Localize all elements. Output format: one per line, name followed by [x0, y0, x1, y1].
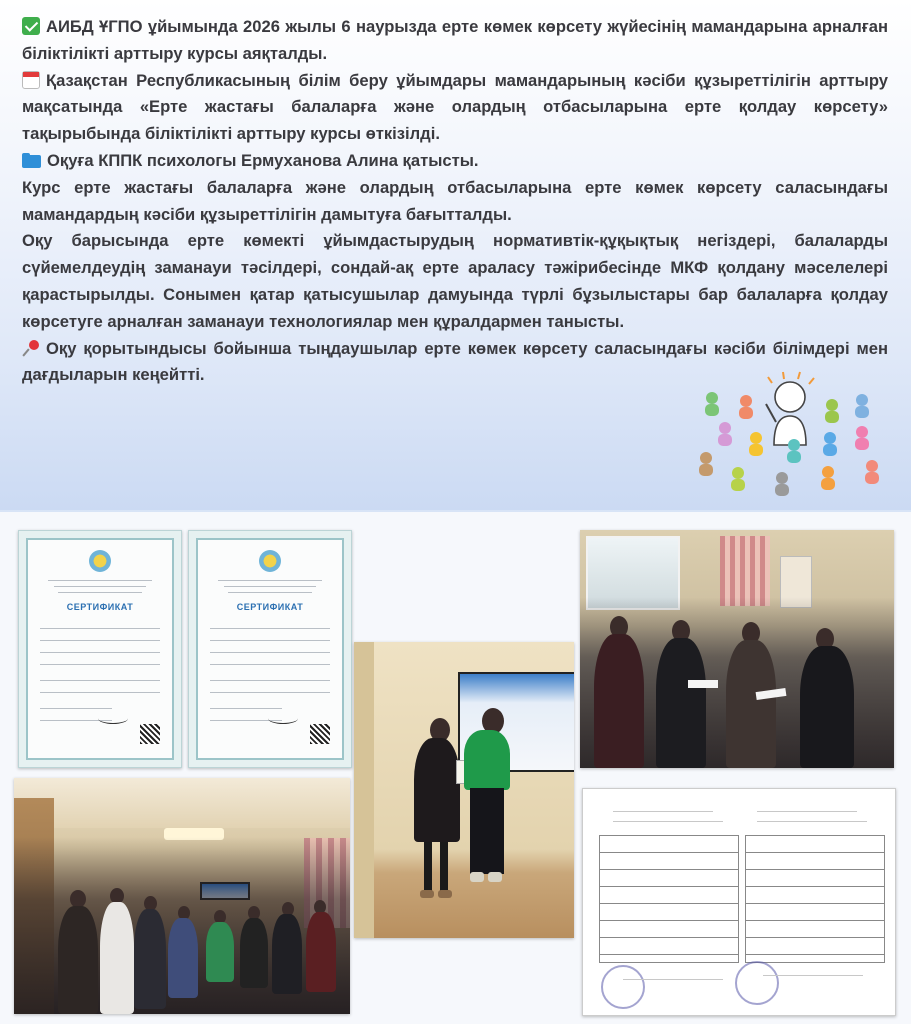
certificate-title: СЕРТИФИКАТ — [236, 602, 304, 612]
classroom-photo — [580, 530, 894, 768]
post-text-panel — [0, 0, 911, 510]
certificate-title: СЕРТИФИКАТ — [66, 602, 134, 612]
post-text — [22, 14, 888, 389]
certificate-photo-left — [18, 530, 182, 768]
stamp — [601, 965, 645, 1009]
group-photo — [14, 778, 350, 1014]
paragraph-course-completed: АИБД ҰГПО ұйымында 2026 жылы 6 наурызда ерте көмек көрсету жүйесінің мамандарына арналған біліктілікті арттыру курсы аяқталды. — [22, 17, 888, 63]
people-group-illustration — [690, 370, 890, 505]
speaker-figure — [766, 372, 814, 445]
paragraph-course-topic: Қазақстан Республикасының білім беру ұйымдары мамандарының кәсіби құзыреттілігін арттыру мақсатында «Ерте жастағы балаларға және олардың отбасыларына ерте қолдау көрсету» тақырыбында біліктілікті арттыру курсы өткізілді. — [22, 70, 888, 144]
paragraph-course-result: Оқу қорытындысы бойынша тыңдаушылар ерте көмек көрсету саласындағы кәсіби білімдері мен дағдыларын кеңейтті. — [22, 338, 888, 385]
pushpin-icon — [22, 339, 40, 357]
qr-code — [140, 724, 160, 744]
signature — [98, 713, 128, 724]
photo-collage — [0, 512, 911, 1024]
paragraph-participant: Оқуға КППК психологы Ермуханова Алина қатысты. — [22, 148, 888, 175]
calendar-icon — [22, 71, 40, 89]
state-emblem-icon — [89, 550, 111, 572]
certificate-frame — [196, 538, 344, 760]
signature — [268, 713, 298, 724]
certificate-photo-right — [188, 530, 352, 768]
certificate-presentation-photo — [354, 642, 574, 938]
stamp — [735, 961, 779, 1005]
certificate-frame — [26, 538, 174, 760]
qr-code — [310, 724, 330, 744]
paragraph-course-content: Оқу барысында ерте көмекті ұйымдастырудың нормативтік-құқықтық негіздері, балаларды сүйемелдеудің заманауи тәсілдері, сондай-ақ ерте араласу тәжірибесінде МКФ қолдану мәселелері қарастырылды. Сонымен қатар қатысушылар дамуында түрлі бұзылыстары бар балаларға қолдау көрсетуге арналған заманауи технологиялар мен құралдармен танысты. — [22, 231, 888, 331]
check-mark-icon — [22, 17, 40, 35]
paragraph-course-goal: Курс ерте жастағы балаларға және олардың отбасыларына ерте көмек көрсету саласындағы мамандардың кәсіби құзыреттілігін дамытуға бағытталды. — [22, 177, 888, 224]
state-emblem-icon — [259, 550, 281, 572]
certificate-appendix-photo — [582, 788, 896, 1016]
appendix-table-right — [745, 835, 885, 963]
appendix-table-left — [599, 835, 739, 963]
folder-icon — [22, 151, 41, 169]
